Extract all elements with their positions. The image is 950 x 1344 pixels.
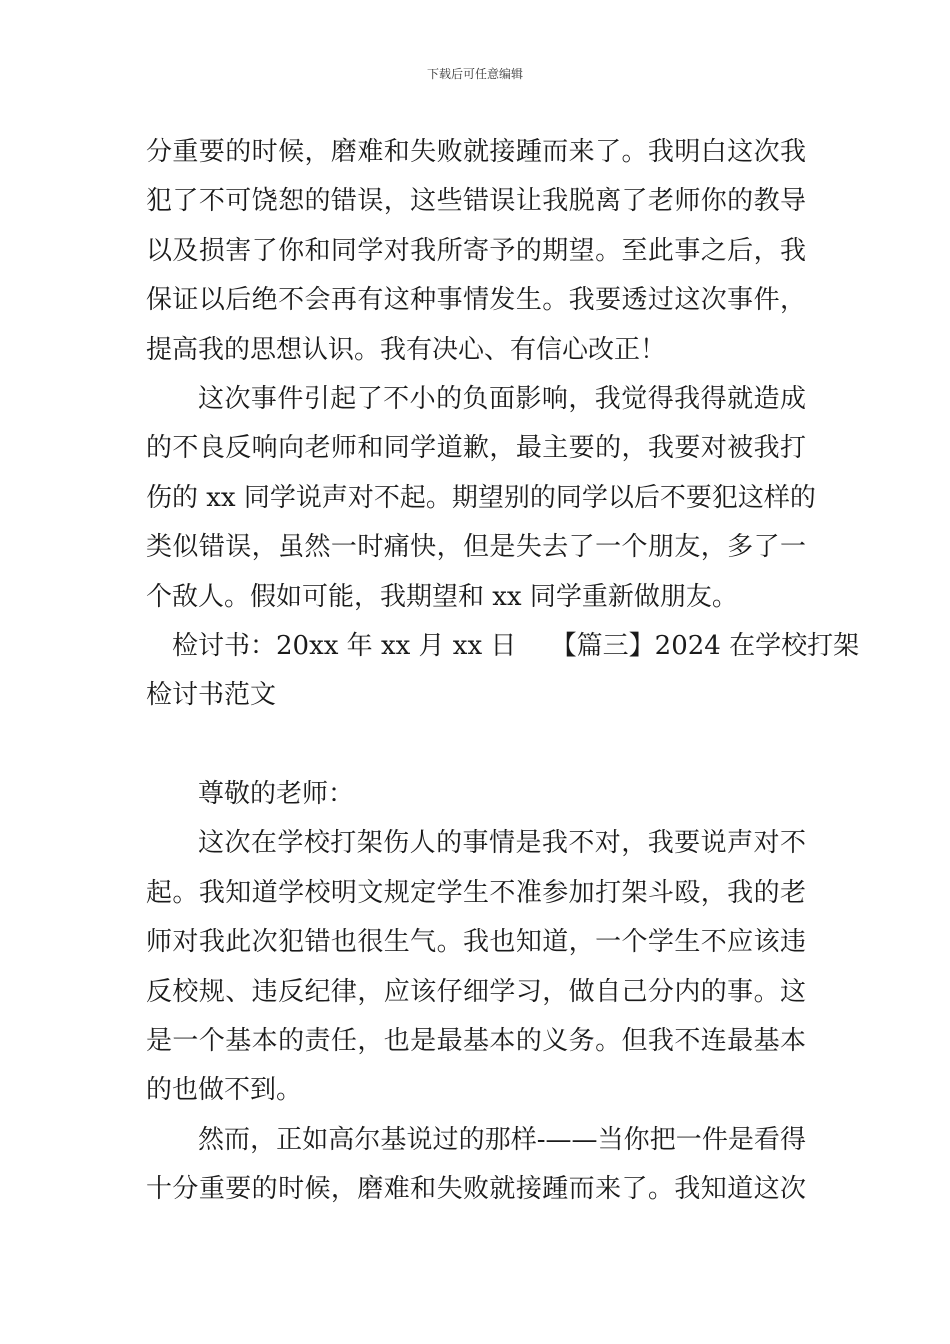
page-header: 下载后可任意编辑 [426,67,523,81]
text-line: 的不良反响向老师和同学道歉，最主要的，我要对被我打 [146,433,806,464]
text-line: 十分重要的时候，磨难和失败就接踵而来了。我知道这次 [146,1174,806,1205]
text-line: 这次在学校打架伤人的事情是我不对，我要说声对不 [198,828,806,859]
blank-line [146,721,806,770]
text-line: 这次事件引起了不小的负面影响，我觉得我得就造成 [198,383,806,414]
text-line: 个敌人。假如可能，我期望和 xx 同学重新做朋友。 [146,581,738,612]
text-line: 犯了不可饶恕的错误，这些错误让我脱离了老师你的教导 [146,186,806,217]
text-line: 检讨书范文 [146,680,277,711]
text-line: 师对我此次犯错也很生气。我也知道，一个学生不应该违 [146,927,806,958]
text-line: 以及损害了你和同学对我所寄予的期望。至此事之后，我 [146,235,806,266]
text-line: 类似错误，虽然一时痛快，但是失去了一个朋友，多了一 [146,532,806,563]
text-line: 检讨书：20xx 年 xx 月 xx 日 【篇三】2024 在学校打架 [172,630,860,661]
text-line: 保证以后绝不会再有这种事情发生。我要透过这次事件， [146,285,806,316]
text-line: 反校规、违反纪律，应该仔细学习，做自己分内的事。这 [146,976,806,1007]
text-line: 起。我知道学校明文规定学生不准参加打架斗殴，我的老 [146,877,806,908]
text-line: 提高我的思想认识。我有决心、有信心改正！ [146,334,667,365]
salutation: 尊敬的老师： [198,779,355,810]
document-body [146,128,860,1215]
text-line: 分重要的时候，磨难和失败就接踵而来了。我明白这次我 [146,137,806,167]
text-line: 然而，正如高尔基说过的那样-——当你把一件是看得 [198,1124,806,1155]
text-line: 伤的 xx 同学说声对不起。期望别的同学以后不要犯这样的 [146,482,816,513]
text-line: 的也做不到。 [146,1075,303,1106]
text-line: 是一个基本的责任，也是最基本的义务。但我不连最基本 [146,1026,806,1057]
